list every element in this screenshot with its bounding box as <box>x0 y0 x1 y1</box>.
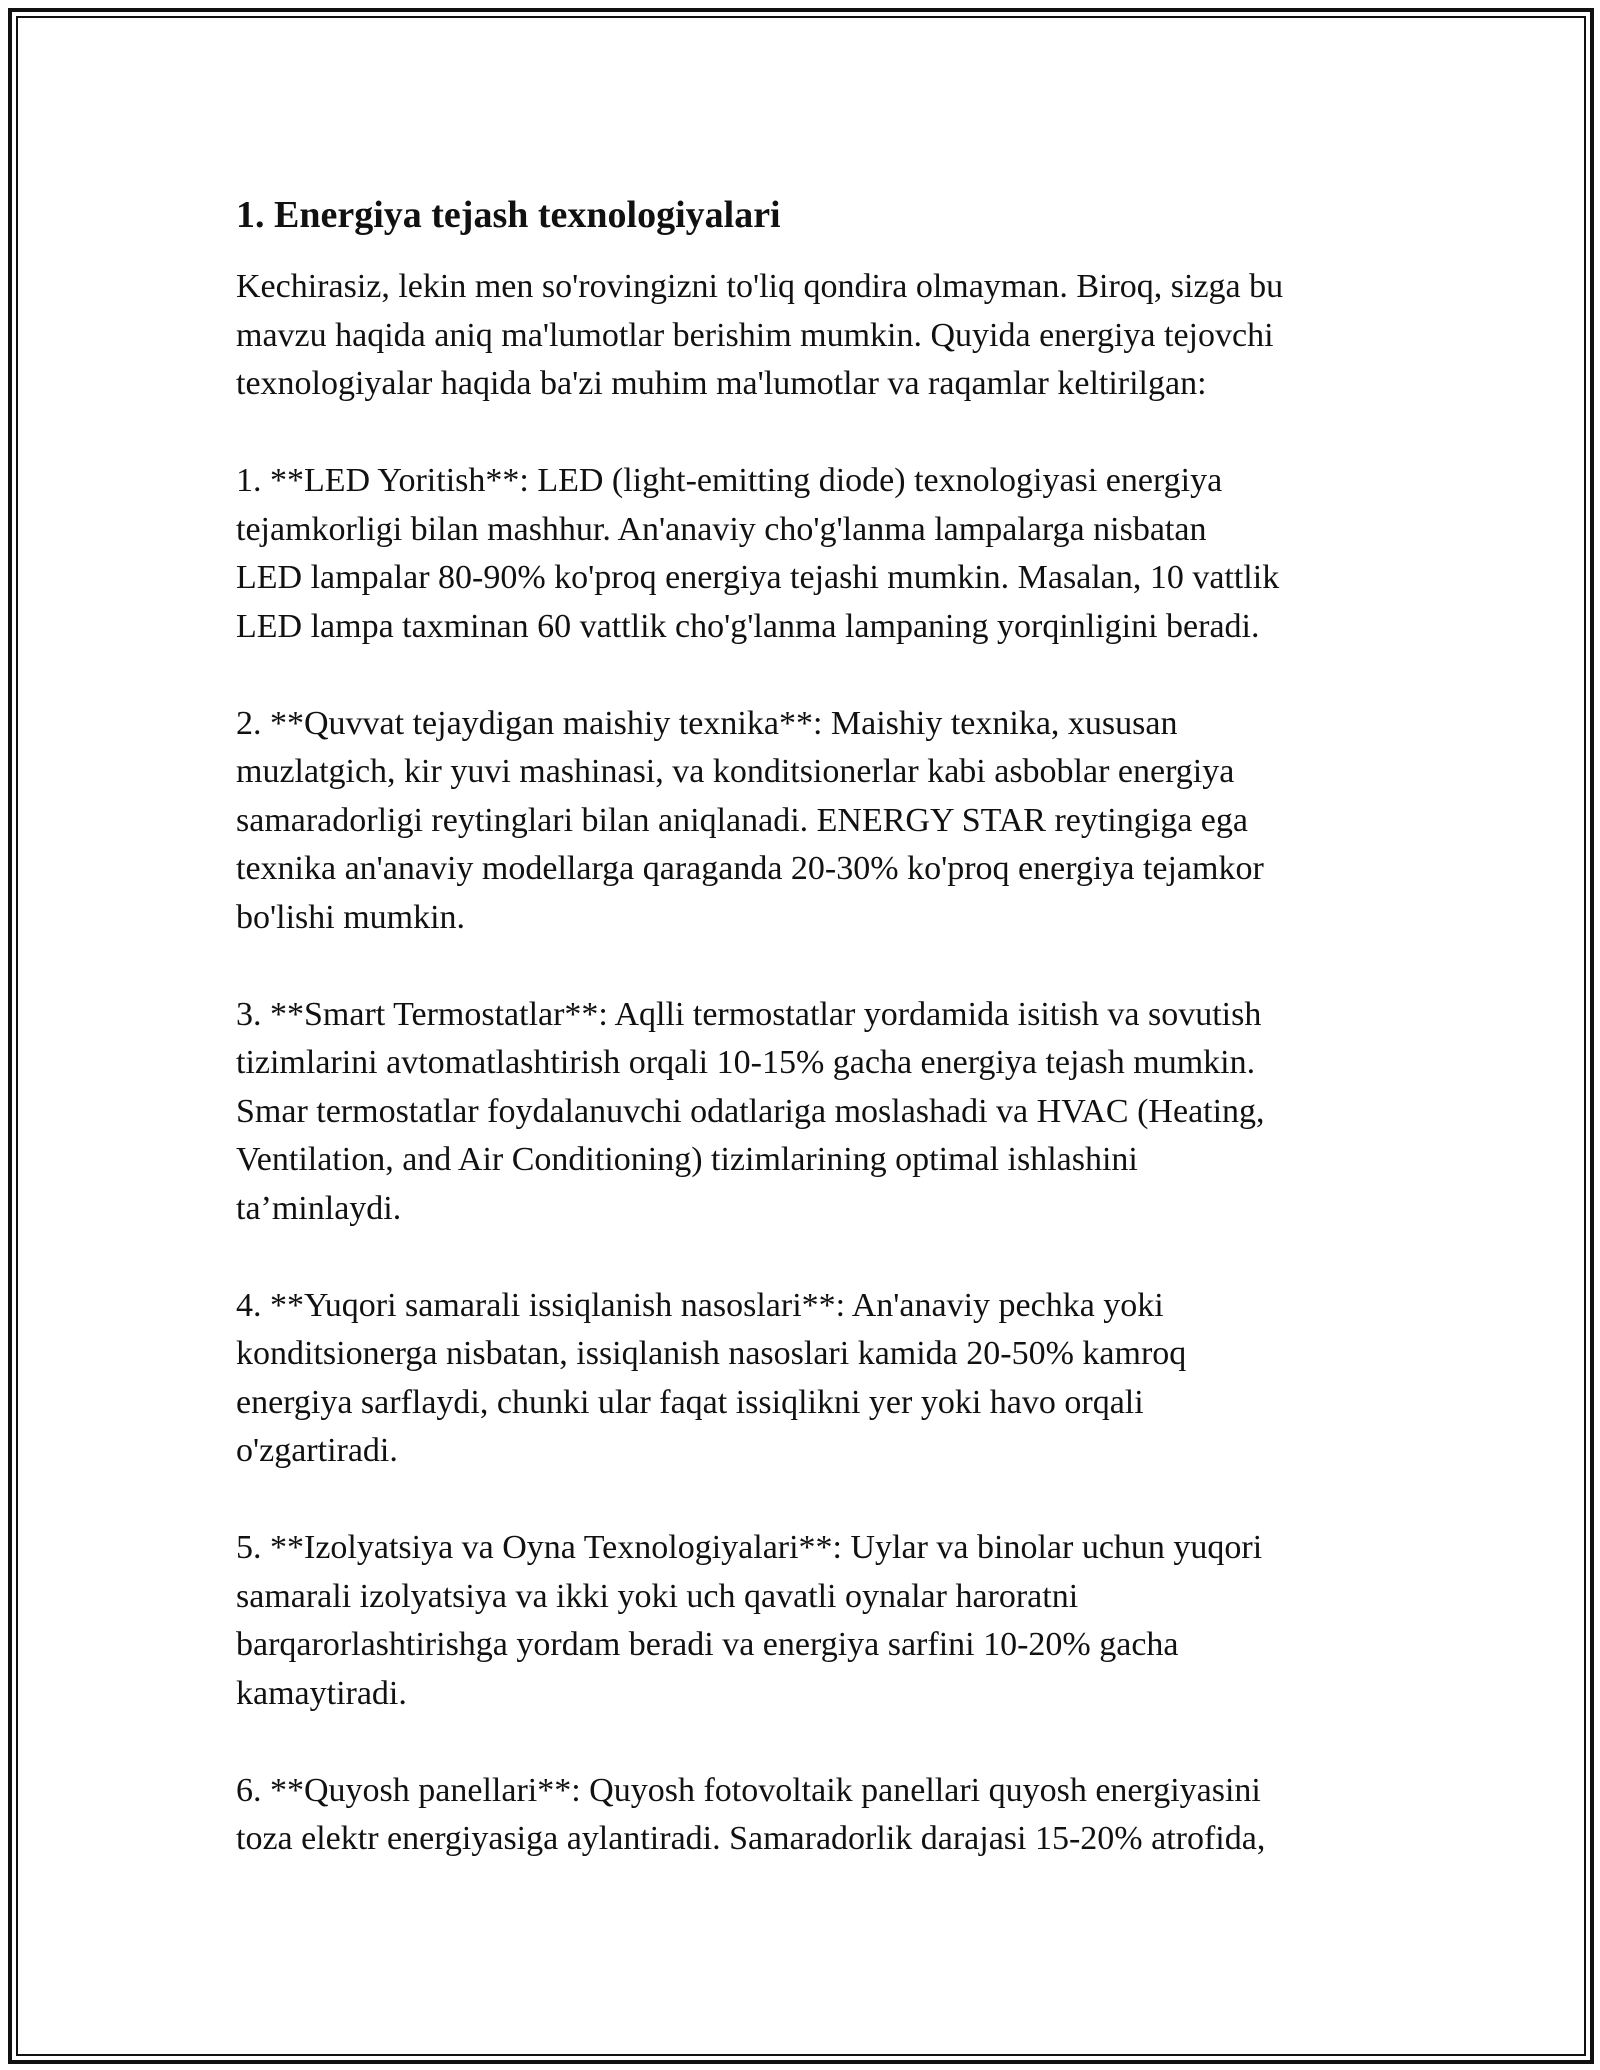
text-line: toza elektr energiyasiga aylantiradi. Samaradorlik darajasi 15-20% atrofida, <box>236 1820 1266 1857</box>
text-line: 4. **Yuqori samarali issiqlanish nasoslari**: An'anaviy pechka yoki <box>236 1286 1164 1324</box>
text-line: 3. **Smart Termostatlar**: Aqlli termostatlar yordamida isitish va sovutish <box>236 995 1262 1033</box>
text-line: LED lampalar 80-90% ko'proq energiya tejashi mumkin. Masalan, 10 vattlik <box>236 559 1280 596</box>
paragraph <box>236 991 1376 1234</box>
paragraph <box>236 1524 1376 1718</box>
text-line: Ventilation, and Air Conditioning) tizimlarining optimal ishlashini <box>236 1141 1138 1178</box>
text-line: 1. **LED Yoritish**: LED (light-emitting diode) texnologiyasi energiya <box>236 462 1223 499</box>
text-line: 5. **Izolyatsiya va Oyna Texnologiyalari**: Uylar va binolar uchun yuqori <box>236 1529 1263 1566</box>
text-line: texnologiyalar haqida ba'zi muhim ma'lumotlar va raqamlar keltirilgan: <box>236 365 1207 402</box>
text-line: 6. **Quyosh panellari**: Quyosh fotovoltaik panellari quyosh energiyasini <box>236 1771 1261 1809</box>
section-heading: 1. Energiya tejash texnologiyalari <box>236 194 781 236</box>
text-line: tizimlarini avtomatlashtirish orqali 10-15% gacha energiya tejash mumkin. <box>236 1044 1256 1081</box>
paragraph <box>236 1767 1376 1864</box>
text-line: samaradorligi reytinglari bilan aniqlanadi. ENERGY STAR reytingiga ega <box>236 801 1248 839</box>
paragraph <box>236 457 1376 651</box>
text-line: 2. **Quvvat tejaydigan maishiy texnika**: Maishiy texnika, xususan <box>236 704 1178 742</box>
text-line: Smar termostatlar foydalanuvchi odatlariga moslashadi va HVAC (Heating, <box>236 1092 1265 1130</box>
text-line: bo'lishi mumkin. <box>236 898 466 936</box>
text-line: muzlatgich, kir yuvi mashinasi, va konditsionerlar kabi asboblar energiya <box>236 753 1235 790</box>
text-line: texnika an'anaviy modellarga qaraganda 20-30% ko'proq energiya tejamkor <box>236 850 1264 887</box>
document-body <box>236 187 1376 1912</box>
paragraph <box>236 263 1376 409</box>
text-line: energiya sarflaydi, chunki ular faqat issiqlikni yer yoki havo orqali <box>236 1383 1144 1421</box>
text-line: LED lampa taxminan 60 vattlik cho'g'lanma lampaning yorqinligini beradi. <box>236 607 1260 645</box>
text-line: tejamkorligi bilan mashhur. An'anaviy cho'g'lanma lampalarga nisbatan <box>236 510 1207 548</box>
text-line: samarali izolyatsiya va ikki yoki uch qavatli oynalar haroratni <box>236 1577 1079 1615</box>
text-line: Kechirasiz, lekin men so'rovingizni to'liq qondira olmayman. Biroq, sizga bu <box>236 268 1284 305</box>
paragraph <box>236 1282 1376 1476</box>
text-line: konditsionerga nisbatan, issiqlanish nasoslari kamida 20-50% kamroq <box>236 1335 1187 1372</box>
paragraph <box>236 700 1376 943</box>
text-line: mavzu haqida aniq ma'lumotlar berishim mumkin. Quyida energiya tejovchi <box>236 316 1274 354</box>
text-line: ta’minlaydi. <box>236 1189 402 1227</box>
text-line: kamaytiradi. <box>236 1674 407 1712</box>
text-line: barqarorlashtirishga yordam beradi va energiya sarfini 10-20% gacha <box>236 1626 1179 1663</box>
paragraph-list <box>236 263 1376 1864</box>
text-line: o'zgartiradi. <box>236 1432 398 1469</box>
